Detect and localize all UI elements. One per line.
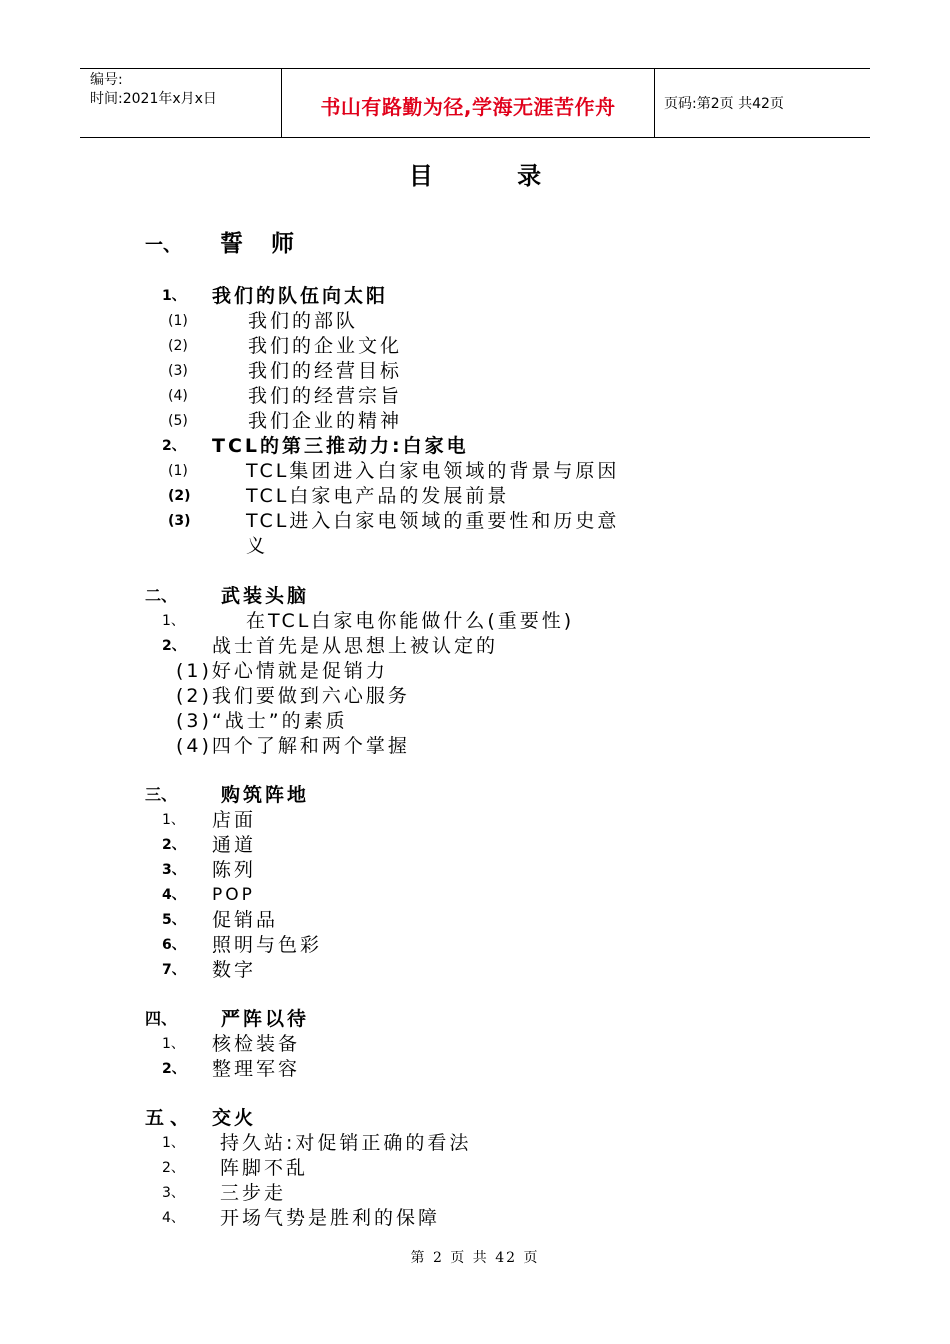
item-number: 5、: [162, 912, 186, 928]
toc-item: (1)好心情就是促销力: [176, 660, 388, 682]
toc-item: 整理军容: [212, 1058, 301, 1080]
item-number: 3、: [162, 1185, 185, 1201]
section-title: 誓 师: [220, 231, 305, 257]
toc-item: (2)我们要做到六心服务: [176, 685, 410, 707]
header-divider: [654, 69, 655, 137]
section-title: 严阵以待: [221, 1008, 310, 1030]
toc-item: TCL进入白家电领域的重要性和历史意: [246, 510, 620, 532]
toc-item: 通道: [212, 834, 257, 856]
item-number: 2、: [162, 1061, 186, 1077]
toc-item: 我们的经营目标: [248, 360, 403, 382]
section-number: 三、: [145, 785, 178, 804]
toc-item: 开场气势是胜利的保障: [220, 1207, 441, 1229]
item-number: 3、: [162, 862, 186, 878]
header-time-label: 时间:2021年x月x日: [90, 91, 217, 107]
item-number: (4): [168, 388, 188, 404]
header-motto: 书山有路勤为径,学海无涯苦作舟: [320, 95, 616, 119]
toc-item: 三步走: [220, 1182, 287, 1204]
item-number: 4、: [162, 887, 186, 903]
toc-item-continuation: 义: [246, 535, 269, 557]
toc-item: (3)“战士”的素质: [176, 710, 348, 732]
toc-item: 店面: [212, 809, 257, 831]
toc-item: 阵脚不乱: [220, 1157, 309, 1179]
section-title: 交火: [212, 1107, 257, 1129]
item-number: 1、: [162, 613, 185, 629]
item-number: 4、: [162, 1210, 185, 1226]
item-number: 2、: [162, 438, 186, 454]
item-number: (3): [168, 363, 188, 379]
toc-item: 核检装备: [212, 1033, 301, 1055]
toc-item: 陈列: [212, 859, 257, 881]
toc-item: 持久站:对促销正确的看法: [220, 1132, 472, 1154]
section-title: 购筑阵地: [221, 784, 310, 806]
page-title: 目 录: [408, 162, 580, 190]
item-number: 2、: [162, 1160, 185, 1176]
header-code-label: 编号:: [90, 72, 123, 88]
item-number: (3): [168, 513, 191, 529]
toc-item: 我们的企业文化: [248, 335, 403, 357]
item-number: (2): [168, 488, 191, 504]
item-number: (5): [168, 413, 188, 429]
toc-item: POP: [212, 885, 255, 905]
toc-item: (4)四个了解和两个掌握: [176, 735, 410, 757]
section-number: 一、: [145, 235, 181, 256]
item-number: 1、: [162, 1036, 185, 1052]
item-number: 1、: [162, 812, 185, 828]
item-number: 1、: [162, 1135, 185, 1151]
section-number: 五、: [145, 1107, 196, 1129]
item-number: 7、: [162, 962, 186, 978]
toc-item: 我们的部队: [248, 310, 359, 332]
item-number: (1): [168, 463, 188, 479]
section-title: 武装头脑: [221, 585, 310, 607]
toc-item: 在TCL白家电你能做什么(重要性): [246, 610, 575, 632]
toc-item: 照明与色彩: [212, 934, 323, 956]
toc-item: 我们的队伍向太阳: [212, 285, 389, 307]
header-page-info: 页码:第2页 共42页: [664, 96, 784, 112]
toc-item: 我们企业的精神: [248, 410, 403, 432]
item-number: 2、: [162, 837, 186, 853]
item-number: 2、: [162, 638, 186, 654]
page-footer: 第 2 页 共 42 页: [410, 1250, 540, 1266]
item-number: 1、: [162, 288, 186, 304]
section-number: 四、: [145, 1009, 178, 1028]
toc-item: 数字: [212, 959, 257, 981]
section-number: 二、: [145, 586, 178, 605]
header-meta: [90, 71, 217, 109]
item-number: (2): [168, 338, 188, 354]
toc-item: TCL集团进入白家电领域的背景与原因: [246, 460, 620, 482]
toc-item: 促销品: [212, 909, 279, 931]
item-number: 6、: [162, 937, 186, 953]
toc-item: 我们的经营宗旨: [248, 385, 403, 407]
toc-item: 战士首先是从思想上被认定的: [212, 635, 499, 657]
toc-item: TCL的第三推动力:白家电: [212, 435, 469, 457]
toc-item: TCL白家电产品的发展前景: [246, 485, 510, 507]
header-table: [80, 68, 870, 138]
item-number: (1): [168, 313, 188, 329]
